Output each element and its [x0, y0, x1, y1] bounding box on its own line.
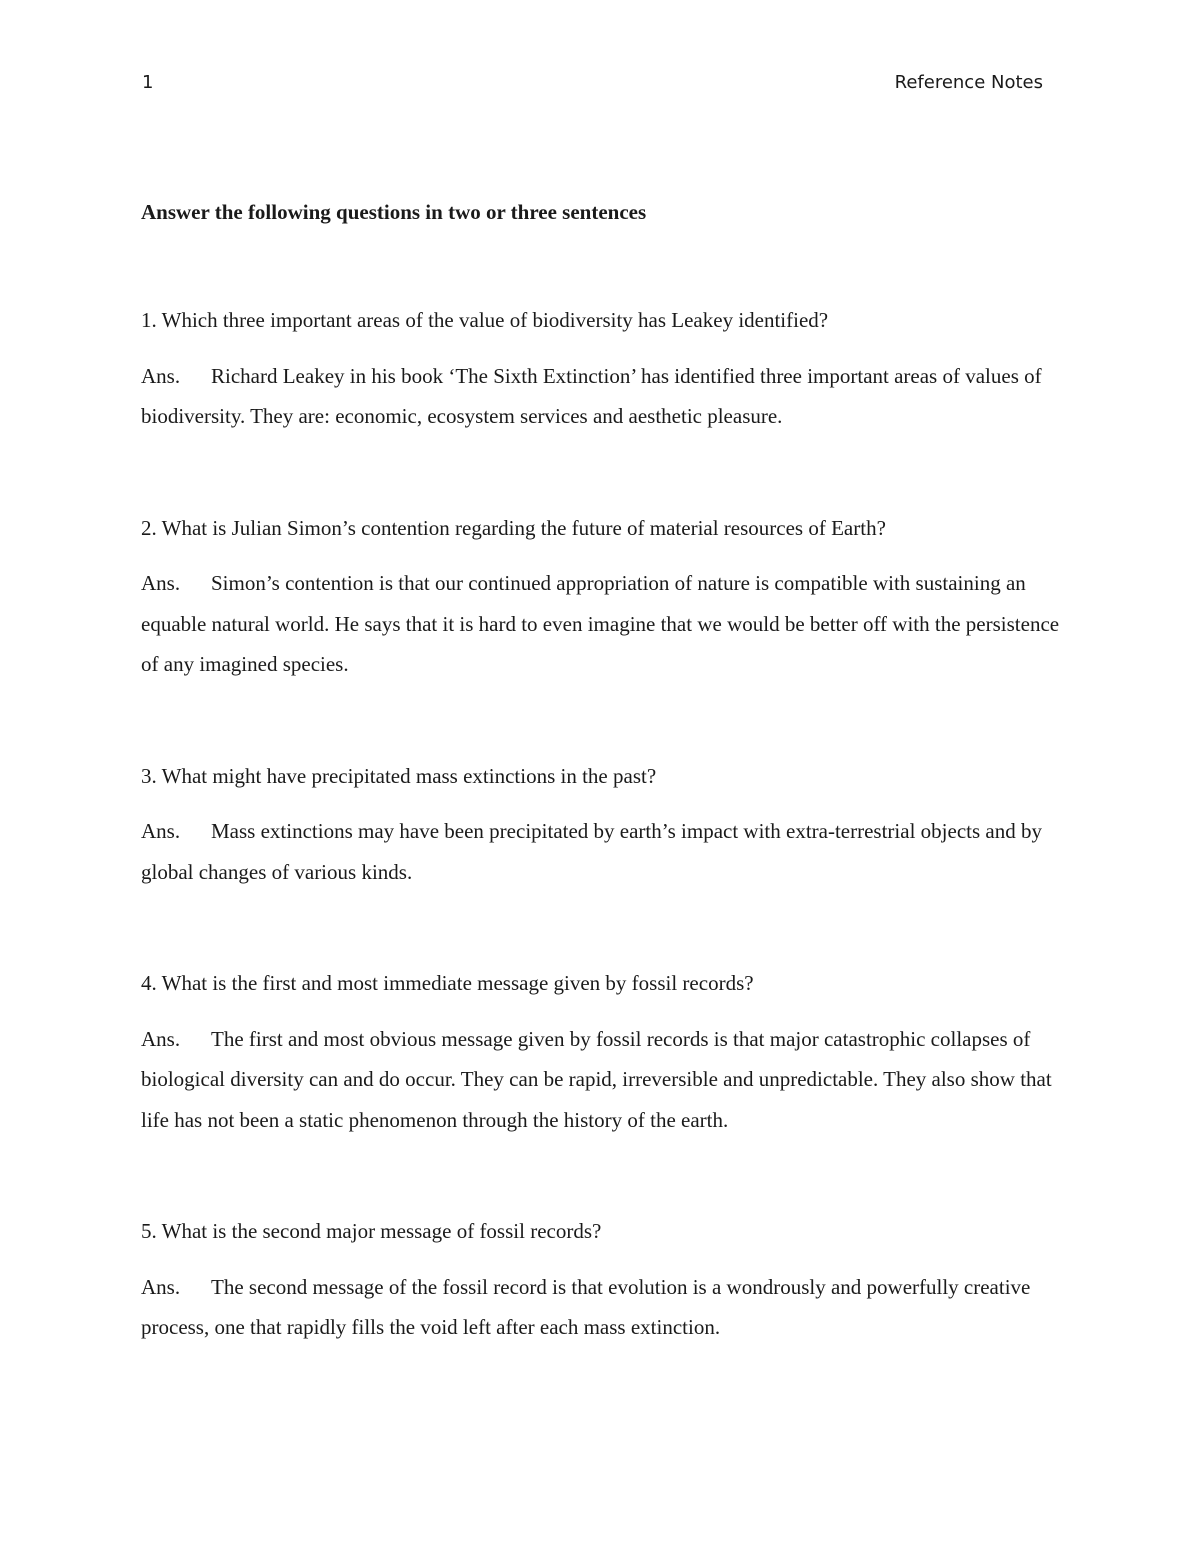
answer-text: Mass extinctions may have been precipitated by earth’s impact with extra-terrestrial objects and by global changes of various kinds.	[141, 819, 1042, 884]
question-2: 2. What is Julian Simon’s contention regarding the future of material resources of Earth?	[141, 515, 886, 540]
qa-item-4	[141, 963, 1061, 1140]
instructions-heading: Answer the following questions in two or three sentences	[141, 200, 647, 224]
question-1: 1. Which three important areas of the value of biodiversity has Leakey identified?	[141, 308, 829, 332]
answer-5	[141, 1267, 1061, 1348]
answer-text: The second message of the fossil record is that evolution is a wondrously and powerfully creative process, one that rapidly fills the void left after each mass extinction.	[141, 1274, 1031, 1339]
answer-label: Ans.	[141, 571, 181, 595]
answer-label: Ans.	[141, 1274, 181, 1299]
qa-item-1	[141, 300, 1061, 437]
page-number: 1	[142, 72, 154, 93]
answer-text: Richard Leakey in his book ‘The Sixth Extinction’ has identified three important areas of values of biodiversity. They are: economic, ecosystem services and aesthetic pleasure.	[141, 363, 1042, 428]
page-header	[142, 72, 1043, 98]
answer-text: The first and most obvious message given by fossil records is that major catastrophic collapses of biological diversity can and do occur. They can be rapid, irreversible and unpredictable. They also show that life has not been a static phenomenon through the history of the earth.	[141, 1026, 1052, 1132]
question-3: 3. What might have precipitated mass extinctions in the past?	[141, 763, 657, 788]
answer-4	[141, 1019, 1061, 1141]
answer-2	[141, 563, 1061, 685]
answer-label: Ans.	[141, 363, 181, 388]
answer-1	[141, 356, 1061, 437]
running-head: Reference Notes	[894, 72, 1043, 93]
question-5: 5. What is the second major message of fossil records?	[141, 1219, 602, 1243]
qa-item-2	[141, 508, 1061, 685]
answer-3	[141, 811, 1061, 892]
qa-item-5	[141, 1211, 1061, 1348]
qa-item-3	[141, 756, 1061, 893]
answer-label: Ans.	[141, 1026, 181, 1051]
question-4: 4. What is the first and most immediate message given by fossil records?	[141, 971, 754, 995]
document-body	[141, 196, 1061, 1419]
answer-text: Simon’s contention is that our continued appropriation of nature is compatible with sustaining an equable natural world. He says that it is hard to even imagine that we would be better off with the persistence of any imagined species.	[141, 571, 1060, 676]
answer-label: Ans.	[141, 819, 181, 843]
